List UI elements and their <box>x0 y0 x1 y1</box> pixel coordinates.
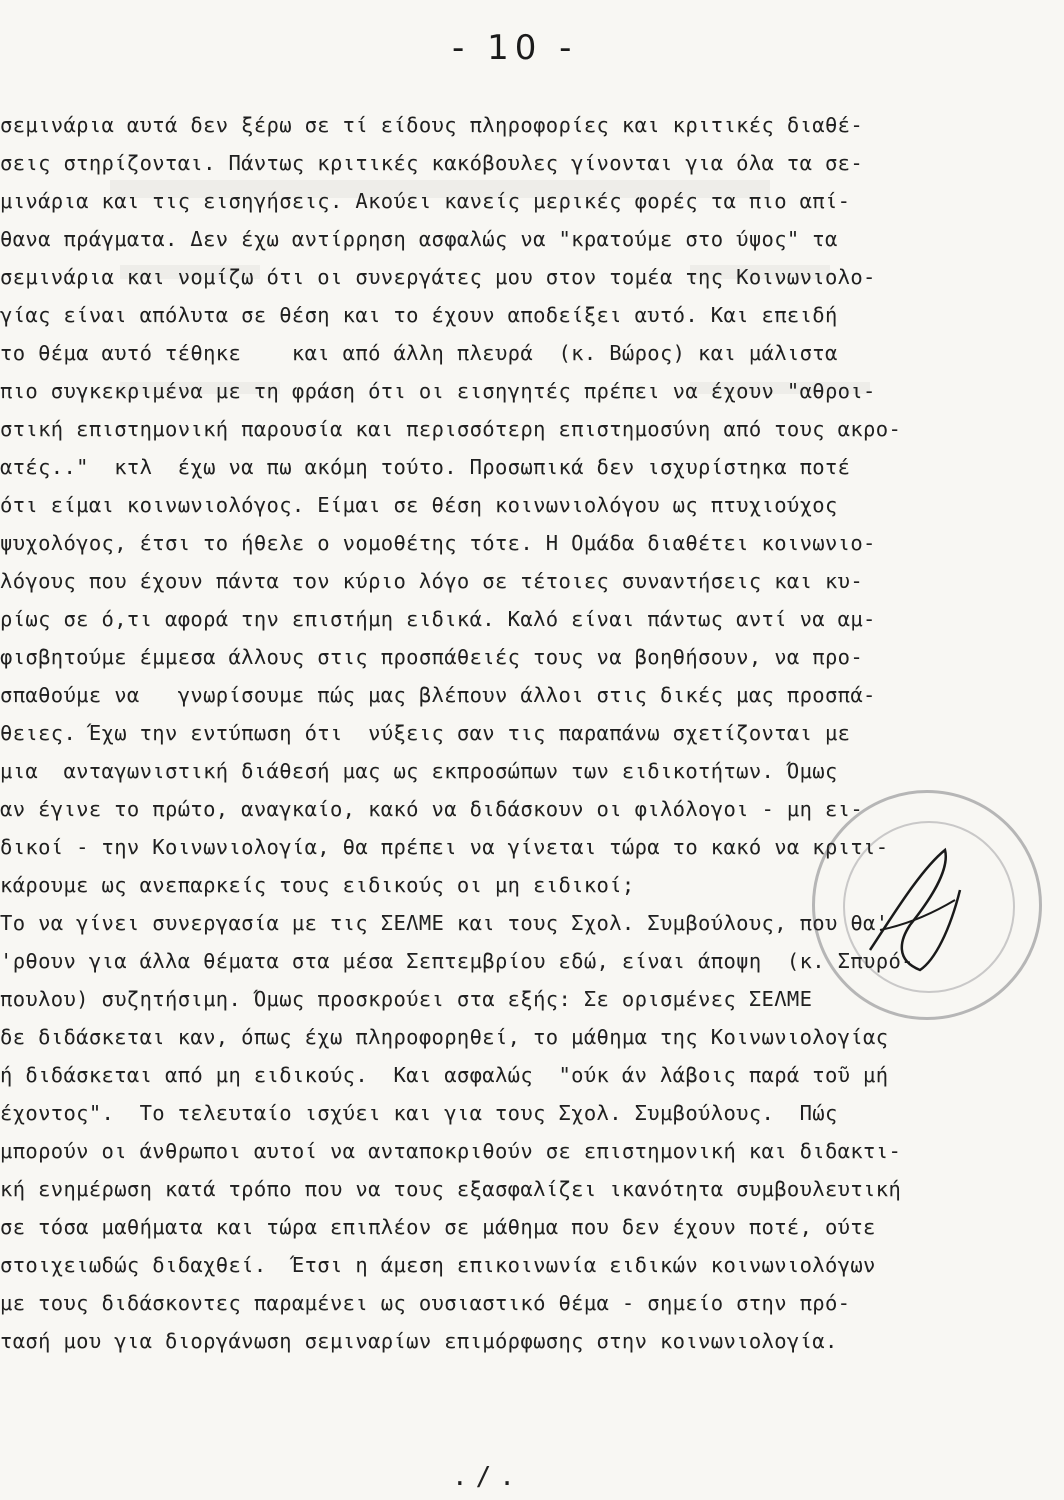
text-line: ρίως σε ό,τι αφορά την επιστήμη ειδικά. Καλό είναι πάντως αντί να αμ- <box>0 607 876 631</box>
text-line: ψυχολόγος, έτσι το ήθελε ο νομοθέτης τότε. Η Ομάδα διαθέτει κοινωνιο- <box>0 531 876 555</box>
text-line: με τους διδάσκοντες παραμένει ως ουσιαστικό θέμα - σημείο στην πρό- <box>0 1291 851 1315</box>
text-line: πιο συγκεκριμένα με τη φράση ότι οι εισηγητές πρέπει να έχουν "αθροι- <box>0 379 876 403</box>
text-line: γίας είναι απόλυτα σε θέση και το έχουν αποδείξει αυτό. Και επειδή <box>0 303 838 327</box>
text-line: σεμινάρια αυτά δεν ξέρω σε τί είδους πληροφορίες και κριτικές διαθέ- <box>0 113 864 137</box>
text-line: αν έγινε το πρώτο, αναγκαίο, κακό να διδάσκουν οι φιλόλογοι - μη ει- <box>0 797 864 821</box>
text-line: φισβητούμε έμμεσα άλλους στις προσπάθειές τους να βοηθήσουν, να προ- <box>0 645 864 669</box>
text-line: μινάρια και τις εισηγήσεις. Ακούει κανείς μερικές φορές τα πιο απί- <box>0 189 851 213</box>
text-line: σε τόσα μαθήματα και τώρα επιπλέον σε μάθημα που δεν έχουν ποτέ, ούτε <box>0 1215 876 1239</box>
text-line: στική επιστημονική παρουσία και περισσότερη επιστημοσύνη από τους ακρο- <box>0 417 902 441</box>
text-line: μπορούν οι άνθρωποι αυτοί να ανταποκριθούν σε επιστημονική και διδακτι- <box>0 1139 902 1163</box>
text-line: κάρουμε ως ανεπαρκείς τους ειδικούς οι μη ειδικοί; <box>0 873 635 897</box>
text-line: ή διδάσκεται από μη ειδικούς. Και ασφαλώς "ούκ άν λάβοις παρά τοῦ μή <box>0 1063 889 1087</box>
text-line: στοιχειωδώς διδαχθεί. Έτσι η άμεση επικοινωνία ειδικών κοινωνιολόγων <box>0 1253 876 1277</box>
text-line: το θέμα αυτό τέθηκε και από άλλη πλευρά (κ. Βώρος) και μάλιστα <box>0 341 838 365</box>
text-line: σεις στηρίζονται. Πάντως κριτικές κακόβουλες γίνονται για όλα τα σε- <box>0 151 864 175</box>
page-number: - 10 - <box>452 28 578 68</box>
text-line: κή ενημέρωση κατά τρόπο που να τους εξασφαλίζει ικανότητα συμβουλευτική <box>0 1177 902 1201</box>
text-line: δε διδάσκεται καν, όπως έχω πληροφορηθεί, το μάθημα της Κοινωνιολογίας <box>0 1025 889 1049</box>
text-line: θειες. Έχω την εντύπωση ότι νύξεις σαν τις παραπάνω σχετίζονται με <box>0 721 851 745</box>
handwritten-signature <box>850 830 970 980</box>
text-line: έχοντος". Το τελευταίο ισχύει και για τους Σχολ. Συμβούλους. Πώς <box>0 1101 838 1125</box>
text-line: θανα πράγματα. Δεν έχω αντίρρηση ασφαλώς να "κρατούμε στο ύψος" τα <box>0 227 838 251</box>
text-line: τασή μου για διοργάνωση σεμιναρίων επιμόρφωσης στην κοινωνιολογία. <box>0 1329 838 1353</box>
text-line: Το να γίνει συνεργασία με τις ΣΕΛΜΕ και τους Σχολ. Συμβούλους, που θα' <box>0 911 889 935</box>
text-line: ότι είμαι κοινωνιολόγος. Είμαι σε θέση κοινωνιολόγου ως πτυχιούχος <box>0 493 838 517</box>
text-line: ατές.." κτλ έχω να πω ακόμη τούτο. Προσωπικά δεν ισχυρίστηκα ποτέ <box>0 455 851 479</box>
text-line: σπαθούμε να γνωρίσουμε πώς μας βλέπουν άλλοι στις δικές μας προσπά- <box>0 683 876 707</box>
text-line: σεμινάρια και νομίζω ότι οι συνεργάτες μου στον τομέα της Κοινωνιολο- <box>0 265 876 289</box>
typed-body-text <box>0 106 1064 1360</box>
text-line: μια ανταγωνιστική διάθεσή μας ως εκπροσώπων των ειδικοτήτων. Όμως <box>0 759 838 783</box>
continuation-mark: ./. <box>452 1462 523 1492</box>
text-line: πουλου) συζητήσιμη. Όμως προσκρούει στα εξής: Σε ορισμένες ΣΕΛΜΕ <box>0 987 813 1011</box>
text-line: λόγους που έχουν πάντα τον κύριο λόγο σε τέτοιες συναντήσεις και κυ- <box>0 569 864 593</box>
text-line: δικοί - την Κοινωνιολογία, θα πρέπει να γίνεται τώρα το κακό να κριτι- <box>0 835 889 859</box>
text-line: 'ρθουν για άλλα θέματα στα μέσα Σεπτεμβρίου εδώ, είναι άποψη (κ. Σπυρό- <box>0 949 914 973</box>
